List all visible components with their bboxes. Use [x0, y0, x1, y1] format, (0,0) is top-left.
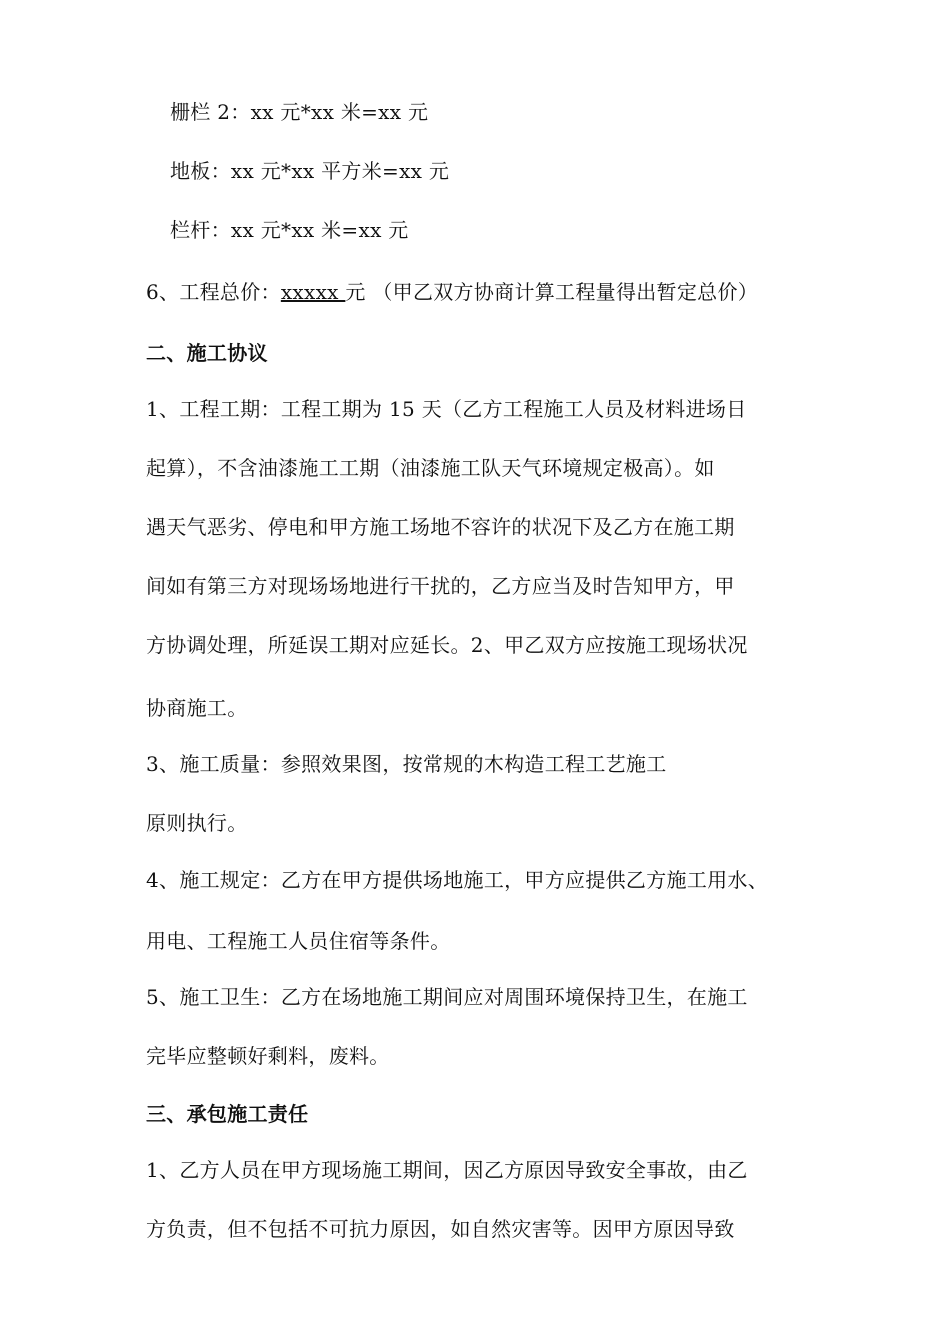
total-price-label: 6、工程总价： [146, 280, 281, 304]
paragraph-line: 用电、工程施工人员住宿等条件。 [146, 929, 451, 953]
paragraph-line: 1、工程工期：工程工期为 15 天（乙方工程施工人员及材料进场日 [146, 397, 747, 421]
paragraph-line: 原则执行。 [146, 811, 248, 835]
total-price-value: xxxxx [280, 280, 346, 304]
fence2-price-line: 栅栏 2：xx 元*xx 米=xx 元 [170, 100, 429, 124]
paragraph-line: 方负责，但不包括不可抗力原因，如自然灾害等。因甲方原因导致 [146, 1217, 735, 1241]
total-price-note: 元 （甲乙双方协商计算工程量得出暂定总价） [345, 280, 759, 304]
paragraph-line: 间如有第三方对现场场地进行干扰的，乙方应当及时告知甲方，甲 [146, 574, 735, 598]
paragraph-line: 协商施工。 [146, 696, 248, 720]
section-heading-contract-responsibility: 三、承包施工责任 [146, 1102, 309, 1126]
total-price-line [146, 279, 758, 305]
paragraph-line: 3、施工质量：参照效果图，按常规的木构造工程工艺施工 [146, 752, 667, 776]
paragraph-line: 完毕应整顿好剩料，废料。 [146, 1044, 390, 1068]
paragraph-line: 5、施工卫生：乙方在场地施工期间应对周围环境保持卫生，在施工 [146, 985, 748, 1009]
railing-price-line: 栏杆：xx 元*xx 米=xx 元 [170, 218, 409, 242]
paragraph-line: 遇天气恶劣、停电和甲方施工场地不容许的状况下及乙方在施工期 [146, 515, 735, 539]
section-heading-construction-agreement: 二、施工协议 [146, 341, 268, 365]
paragraph-line: 起算），不含油漆施工工期（油漆施工队天气环境规定极高）。如 [146, 456, 715, 480]
paragraph-line: 方协调处理，所延误工期对应延长。2、甲乙双方应按施工现场状况 [146, 633, 748, 657]
paragraph-line: 4、施工规定：乙方在甲方提供场地施工，甲方应提供乙方施工用水、 [146, 868, 769, 892]
paragraph-line: 1、乙方人员在甲方现场施工期间，因乙方原因导致安全事故，由乙 [146, 1158, 748, 1182]
floor-price-line: 地板：xx 元*xx 平方米=xx 元 [170, 159, 450, 183]
